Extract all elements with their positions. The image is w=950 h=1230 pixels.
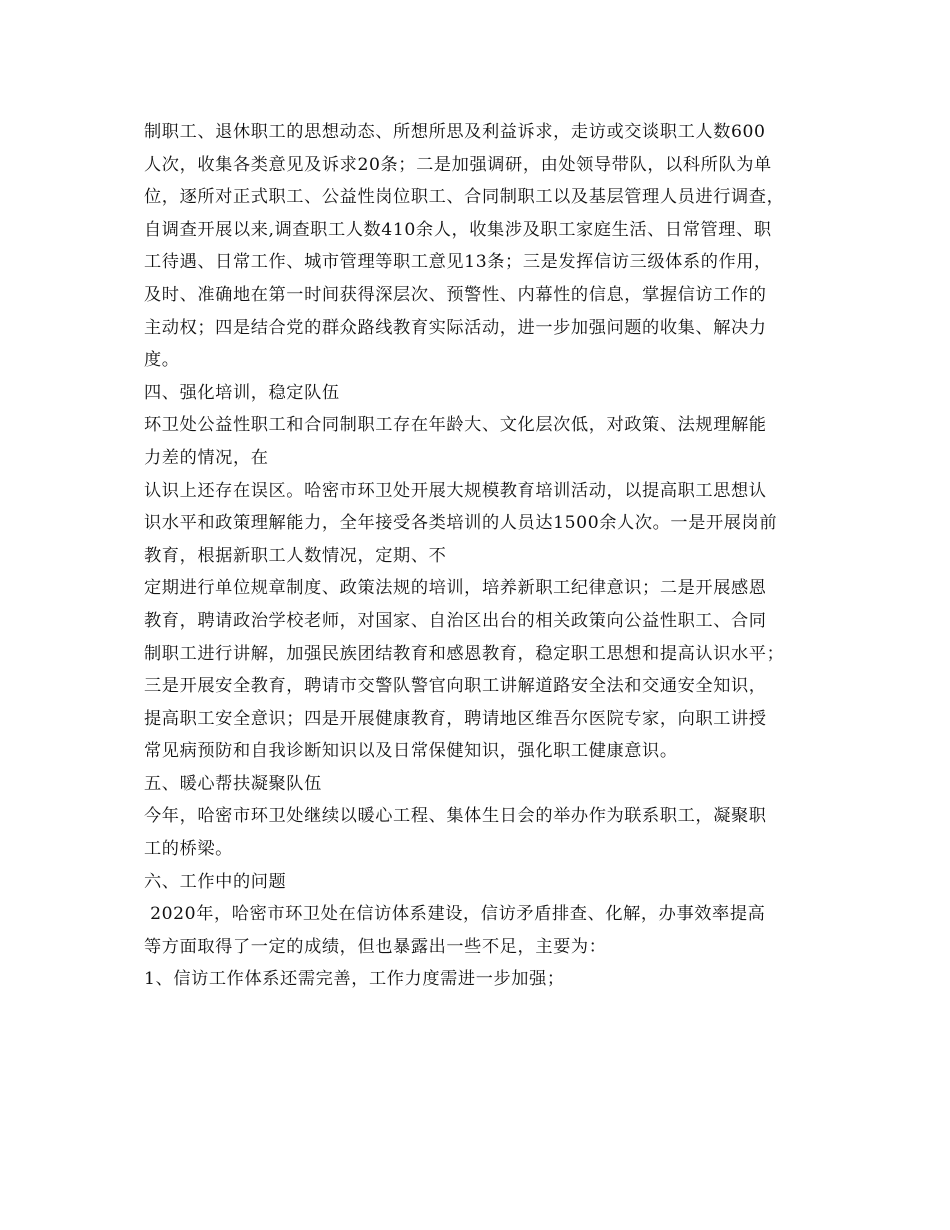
section-heading: 四、强化培训，稳定队伍: [144, 382, 340, 403]
body-line: 常见病预防和自我诊断知识以及日常保健知识，强化职工健康意识。: [144, 741, 678, 762]
body-line: 识水平和政策理解能力，全年接受各类培训的人员达1500余人次。一是开展岗前: [144, 513, 778, 534]
body-line: 认识上还存在误区。哈密市环卫处开展大规模教育培训活动，以提高职工思想认: [144, 480, 767, 501]
body-line: 力差的情况，在: [144, 447, 269, 468]
body-line: 教育，根据新职工人数情况，定期、不: [144, 545, 447, 566]
body-line: 环卫处公益性职工和合同制职工存在年龄大、文化层次低，对政策、法规理解能: [144, 415, 767, 436]
body-line: 定期进行单位规章制度、政策法规的培训，培养新职工纪律意识；二是开展感恩: [144, 578, 767, 599]
body-line: 2020年，哈密市环卫处在信访体系建设，信访矛盾排查、化解，办事效率提高: [144, 904, 766, 925]
document-body: [144, 116, 814, 996]
body-line: 今年，哈密市环卫处继续以暖心工程、集体生日会的举办作为联系职工，凝聚职: [144, 806, 767, 827]
body-line: 人次，收集各类意见及诉求20条；二是加强调研，由处领导带队，以科所队为单: [144, 154, 772, 175]
body-line: 三是开展安全教育，聘请市交警队警官向职工讲解道路安全法和交通安全知识，: [144, 676, 767, 697]
body-line: 工待遇、日常工作、城市管理等职工意见13条；三是发挥信访三级体系的作用，: [144, 252, 772, 273]
list-item: 1、信访工作体系还需完善，工作力度需进一步加强；: [144, 969, 565, 990]
body-line: 主动权；四是结合党的群众路线教育实际活动，进一步加强问题的收集、解决力: [144, 317, 767, 338]
section-heading: 五、暖心帮扶凝聚队伍: [144, 773, 322, 794]
body-line: 教育，聘请政治学校老师，对国家、自治区出台的相关政策向公益性职工、合同: [144, 610, 767, 631]
section-heading: 六、工作中的问题: [144, 871, 287, 892]
body-line: 位，逐所对正式职工、公益性岗位职工、合同制职工以及基层管理人员进行调查，: [144, 187, 785, 208]
body-line: 提高职工安全意识；四是开展健康教育，聘请地区维吾尔医院专家，向职工讲授: [144, 708, 767, 729]
body-line: 度。: [144, 350, 180, 371]
body-line: 制职工进行讲解，加强民族团结教育和感恩教育，稳定职工思想和提高认识水平；: [144, 643, 785, 664]
body-line: 工的桥梁。: [144, 839, 233, 860]
body-line: 制职工、退休职工的思想动态、所想所思及利益诉求，走访或交谈职工人数600: [144, 122, 766, 142]
body-line: 等方面取得了一定的成绩，但也暴露出一些不足，主要为：: [144, 936, 607, 957]
body-line: 自调查开展以来,调查职工人数410余人，收集涉及职工家庭生活、日常管理、职: [144, 219, 772, 240]
body-line: 及时、准确地在第一时间获得深层次、预警性、内幕性的信息，掌握信访工作的: [144, 284, 767, 305]
